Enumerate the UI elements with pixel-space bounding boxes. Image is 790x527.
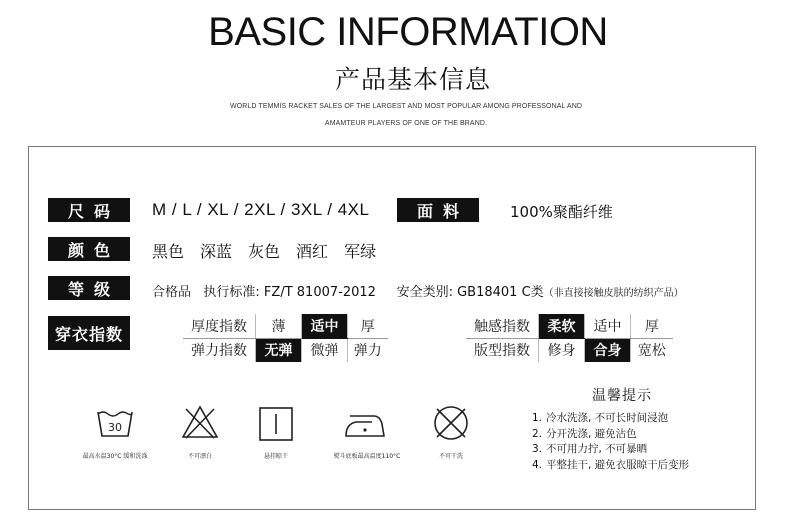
- wash-30-icon: [96, 406, 134, 440]
- elasticity-label: 弹力指数: [183, 338, 256, 362]
- size-tag: 尺码: [48, 198, 130, 222]
- thickness-option-thick: 厚: [348, 314, 388, 338]
- color-tag: 颜色: [48, 237, 130, 261]
- color-gray: 灰色: [248, 242, 281, 261]
- thickness-option-thin: 薄: [256, 314, 302, 338]
- touch-option-soft: 柔软: [539, 314, 585, 338]
- wearing-index-tag: 穿衣指数: [48, 316, 130, 350]
- color-army-green: 军绿: [344, 242, 377, 261]
- touch-option-medium: 适中: [585, 314, 631, 338]
- touch-row: [466, 314, 673, 338]
- no-bleach-icon: [180, 404, 220, 440]
- thickness-label: 厚度指数: [183, 314, 256, 338]
- fit-row: [466, 338, 673, 362]
- fit-option-loose: 宽松: [637, 343, 666, 360]
- list-item: 2. 分开洗涤, 避免沾色: [532, 427, 637, 440]
- fabric-tag: 面料: [397, 198, 479, 222]
- grade-tag: 等级: [48, 276, 130, 300]
- list-item: 3. 不可用力拧, 不可暴晒: [532, 443, 648, 455]
- color-wine: 酒红: [296, 242, 329, 261]
- elasticity-option-none: 无弹: [256, 338, 302, 362]
- standard-value: 执行标准: FZ/T 81007-2012: [203, 285, 376, 300]
- fabric-value: 100%聚酯纤维: [510, 203, 613, 221]
- tagline-line-1: WORLD TEMMIS RACKET SALES OF THE LARGEST AND MOST POPULAR AMONG PROFESSONAL AND: [229, 103, 582, 110]
- no-bleach-caption: 不可漂白: [187, 453, 212, 460]
- touch-option-thick: 厚: [631, 314, 673, 338]
- safety-note: （非直接接触皮肤的纺织产品）: [543, 288, 684, 299]
- list-item: 1. 冷水洗涤, 不可长时间浸泡: [532, 412, 669, 424]
- hang-dry-icon: [258, 406, 294, 442]
- tips-title: 温馨提示: [592, 388, 652, 404]
- list-item: 4. 平整挂干, 避免衣服晾干后变形: [532, 458, 690, 471]
- safety-value: 安全类别: GB18401 C类: [396, 285, 544, 300]
- tagline-line-2: AMAMTEUR PLAYERS OF ONE OF THE BRAND.: [324, 120, 488, 127]
- fit-option-slim: 修身: [539, 338, 585, 362]
- color-navy: 深蓝: [200, 242, 233, 261]
- color-black: 黑色: [152, 242, 185, 261]
- fit-option-regular: 合身: [585, 338, 631, 362]
- thickness-row: [183, 314, 388, 338]
- no-dry-clean-caption: 不可干洗: [438, 453, 463, 460]
- touch-label: 触感指数: [466, 314, 539, 338]
- thickness-option-medium: 适中: [302, 314, 348, 338]
- page-title-en: BASIC INFORMATION: [208, 10, 608, 54]
- size-values: M / L / XL / 2XL / 3XL / 4XL: [152, 200, 370, 219]
- page-title-cn: 产品基本信息: [334, 65, 491, 94]
- iron-caption: 熨斗底板最高温度110°C: [333, 453, 401, 460]
- tips-list: [532, 411, 689, 473]
- elasticity-row: [183, 338, 388, 362]
- wash-caption: 最高水温30°C 缓和洗涤: [82, 453, 148, 460]
- wash-temp-text: 30: [108, 421, 122, 434]
- no-dry-clean-icon: [432, 404, 470, 442]
- index-grid-right: [466, 314, 673, 362]
- grade-value: 合格品: [152, 285, 192, 300]
- grade-line: [152, 281, 684, 300]
- hang-dry-caption: 悬挂晾干: [263, 453, 288, 460]
- elasticity-option-slight: 微弹: [302, 338, 348, 362]
- iron-icon: [342, 410, 388, 440]
- color-list: [152, 239, 392, 262]
- elasticity-option-stretch: 弹力: [353, 343, 382, 360]
- fit-label: 版型指数: [466, 338, 539, 362]
- index-grid-left: [183, 314, 388, 362]
